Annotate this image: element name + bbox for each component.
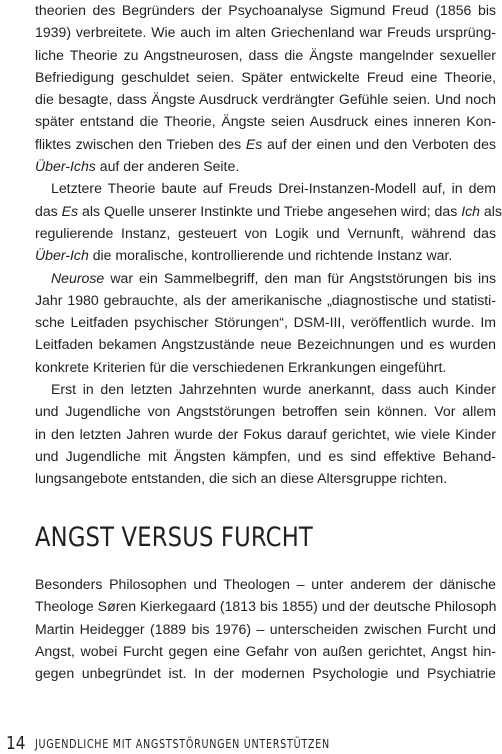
- text-segment: Leitfaden bekamen Angstzustände neue Bezeichnungen und es wurden: [35, 336, 496, 353]
- text-segment: in den letzten Jahren wurde der Fokus darauf gerichtet, wie viele Kinder: [35, 425, 496, 442]
- text-line: [35, 356, 496, 378]
- running-title: JUGENDLICHE MIT ANGSTSTÖRUNGEN UNTERSTÜTZEN: [35, 737, 330, 751]
- italic-term: Es: [245, 135, 263, 152]
- italic-term: Neurose: [51, 269, 105, 286]
- text-segment: später entstand die Theorie, Ängste seien Ausdruck eines inneren Kon-: [35, 113, 496, 130]
- section-text: [35, 573, 496, 684]
- text-line: [35, 88, 496, 110]
- text-line: [35, 333, 496, 355]
- text-line: [35, 640, 496, 662]
- text-segment: Angst, wobei Furcht gegen eine Gefahr von außen gerichtet, Angst hin-: [35, 642, 496, 659]
- text-line: [35, 662, 496, 684]
- text-line: [35, 467, 496, 489]
- text-segment: sche Leitfaden psychischer Störungen“, DSM-III, veröffentlich wurde. Im: [35, 314, 496, 331]
- text-line: [35, 66, 496, 88]
- text-segment: Theologe Søren Kierkegaard (1813 bis 1855) und der deutsche Philosoph: [35, 598, 497, 615]
- text-line: [35, 400, 496, 422]
- text-line: [35, 222, 496, 244]
- text-line: [35, 155, 496, 177]
- section-heading: ANGST VERSUS FURCHT: [35, 522, 313, 553]
- text-segment: regulierende Instanz, gesteuert von Logik und Vernunft, während das: [35, 224, 496, 241]
- text-segment: Besonders Philosophen und Theologen – unter anderem der dänische: [35, 576, 496, 592]
- text-line: [35, 177, 496, 199]
- text-segment: die moralische, kontrollierende und richtende Instanz war.: [88, 247, 453, 264]
- text-segment: die besagte, dass Ängste Ausdruck verdrängter Gefühle seien. Und noch: [35, 91, 496, 108]
- text-segment: fliktes zwischen den Trieben des: [35, 135, 246, 152]
- paragraph: [35, 267, 496, 378]
- text-segment: lungsangebote entstanden, die sich an diese Altersgruppe richten.: [35, 470, 448, 487]
- body-text: [35, 0, 502, 490]
- text-segment: als: [480, 202, 502, 219]
- text-segment: konkrete Kriterien für die verschiedenen Erkrankungen eingeführt.: [35, 358, 447, 375]
- text-line: [35, 445, 496, 467]
- text-segment: auf der einen und den Verboten des: [262, 135, 496, 152]
- text-line: [35, 595, 496, 617]
- text-segment: theorien des Begründers der Psychoanalyse Sigmund Freud (1856 bis: [35, 2, 496, 18]
- text-line: [35, 378, 496, 400]
- page-number: 14: [6, 733, 26, 754]
- text-line: [35, 244, 496, 266]
- text-segment: auf der anderen Seite.: [95, 158, 240, 175]
- italic-term: Ich: [461, 202, 481, 219]
- text-line: [35, 267, 496, 289]
- text-segment: Befriedigung geschuldet seien. Später entwickelte Freud eine Theorie,: [35, 68, 496, 85]
- text-line: [35, 110, 496, 132]
- text-segment: gegen unbegründet ist. In der modernen Psychologie und Psychiatrie: [35, 665, 496, 682]
- paragraph: [35, 573, 496, 684]
- text-segment: war ein Sammelbegriff, den man für Angststörungen bis ins: [104, 269, 496, 286]
- text-line: [35, 311, 496, 333]
- text-segment: als Quelle unserer Instinkte und Triebe angesehen wird; das: [78, 202, 462, 219]
- text-line: [35, 423, 496, 445]
- italic-term: Es: [61, 202, 79, 219]
- text-line: [35, 21, 496, 43]
- text-segment: Erst in den letzten Jahrzehnten wurde anerkannt, dass auch Kinder: [51, 381, 496, 398]
- text-line: [35, 133, 496, 155]
- text-line: [35, 0, 496, 21]
- text-line: [35, 618, 496, 640]
- italic-term: Über-Ichs: [35, 158, 96, 175]
- text-segment: Letztere Theorie baute auf Freuds Drei-Instanzen-Modell auf, in dem: [51, 180, 496, 197]
- paragraph: [35, 378, 496, 489]
- text-segment: Jahr 1980 gebrauchte, als der amerikanische „diagnostische und statisti-: [35, 291, 496, 308]
- paragraph: [35, 177, 502, 266]
- text-line: [35, 289, 496, 311]
- text-segment: liche Theorie zu Angstneurosen, dass die Ängste mangelnder sexueller: [35, 46, 496, 63]
- italic-term: Über-Ich: [35, 247, 89, 264]
- paragraph: [35, 0, 496, 177]
- text-line: [35, 200, 502, 222]
- text-segment: das: [35, 202, 62, 219]
- text-segment: 1939) verbreitete. Wie auch im alten Griechenland war Freuds ursprüng-: [35, 24, 496, 41]
- text-segment: und Jugendliche mit Ängsten kämpfen, und es sind effektive Behand-: [35, 447, 496, 464]
- text-segment: und Jugendliche von Angststörungen betroffen sein können. Vor allem: [35, 403, 496, 420]
- text-line: [35, 44, 496, 66]
- text-line: [35, 573, 496, 595]
- page-footer: [0, 733, 496, 754]
- text-segment: Martin Heidegger (1889 bis 1976) – unterscheiden zwischen Furcht und: [35, 620, 496, 637]
